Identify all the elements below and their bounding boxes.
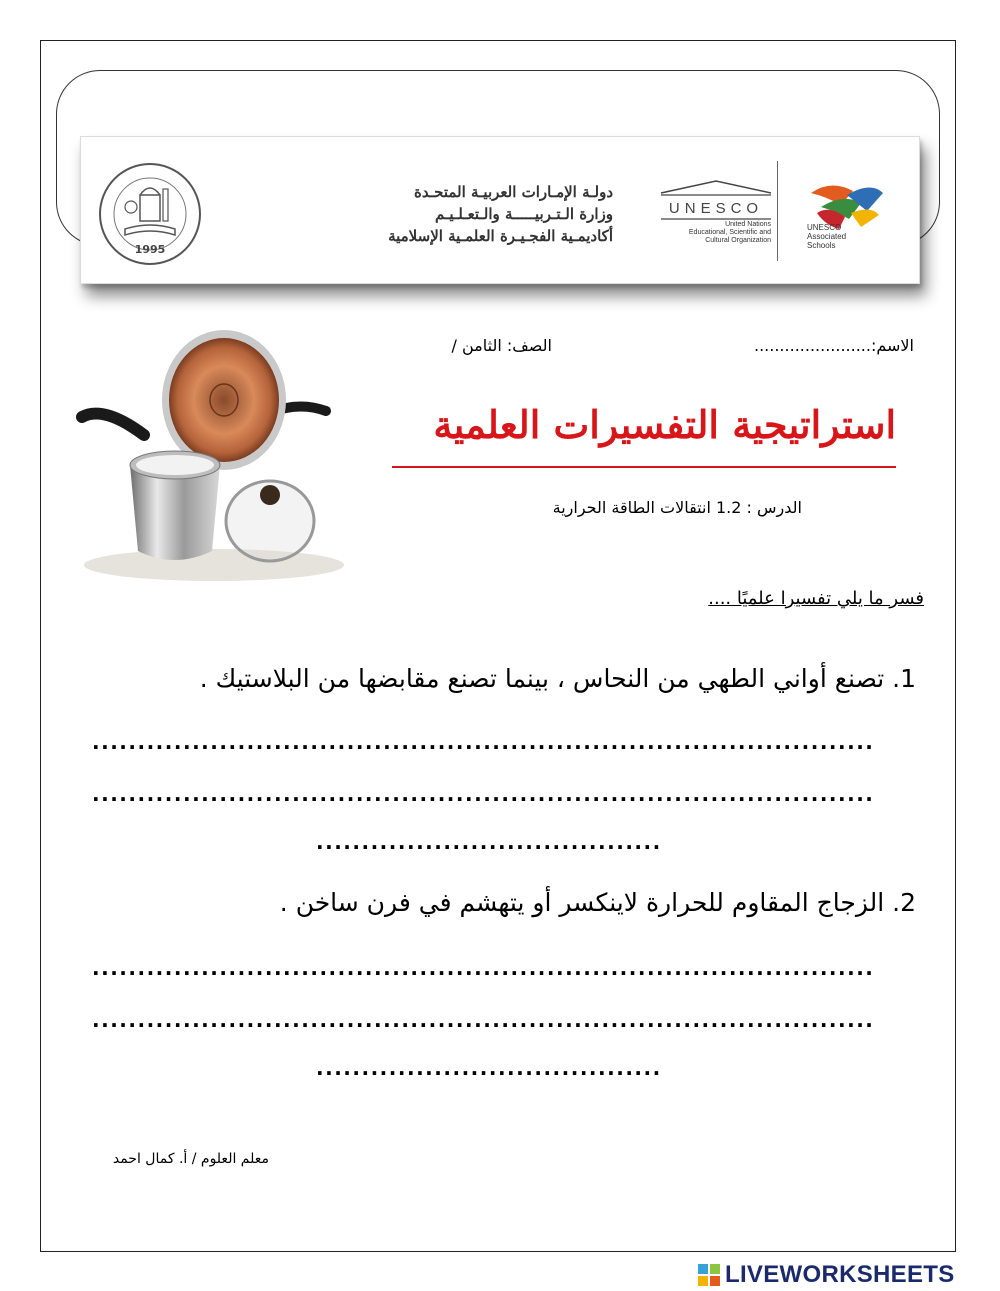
seal-year-text: 1995 xyxy=(134,243,166,256)
liveworksheets-wordmark: LIVEWORKSHEETS xyxy=(725,1261,955,1288)
unesco-org-line: United Nations xyxy=(725,221,771,228)
student-grade-label: الصف: الثامن / xyxy=(451,336,552,355)
liveworksheets-mark-icon xyxy=(697,1263,721,1287)
answer-line-1c[interactable]: ...................................... xyxy=(316,830,662,854)
student-name-field[interactable]: الاسم:....................... xyxy=(754,336,914,355)
lesson-label: الدرس : 1.2 انتقالات الطاقة الحرارية xyxy=(552,498,802,517)
liveworksheets-logo[interactable] xyxy=(697,1262,955,1288)
question-2: 2. الزجاج المقاوم للحرارة لاينكسر أو يتهشم في فرن ساخن . xyxy=(279,888,916,917)
cookware-image xyxy=(64,325,364,590)
unesco-org-line: Educational, Scientific and xyxy=(688,229,771,236)
unesco-org-line: Cultural Organization xyxy=(705,237,771,244)
ministry-text-block xyxy=(313,181,613,247)
asp-line: Associated xyxy=(807,232,847,241)
answer-line-2a[interactable]: ...................................................................................... xyxy=(92,956,875,980)
answer-line-2b[interactable]: ...................................................................................... xyxy=(92,1008,875,1032)
unesco-wordmark: UNESCO xyxy=(668,200,764,217)
header-banner xyxy=(80,136,920,284)
teacher-signature-text: معلم العلوم / أ. كمال احمد xyxy=(112,1151,269,1167)
ministry-line-academy: أكاديمـية الفجـيـرة العلمـية الإسلامية xyxy=(388,227,613,245)
answer-line-1a[interactable]: ...................................................................................... xyxy=(92,730,875,754)
logo-divider xyxy=(777,161,778,261)
answer-line-2c[interactable]: ...................................... xyxy=(316,1056,662,1080)
worksheet-title: استراتيجية التفسيرات العلمية xyxy=(433,402,896,447)
instruction-text: فسر ما يلي تفسيرا علميًا .... xyxy=(708,588,924,609)
ministry-line-country: دولـة الإمـارات العربيـة المتحـدة xyxy=(414,183,613,201)
unesco-asp-text xyxy=(807,223,846,250)
title-underline xyxy=(392,466,896,468)
asp-line: UNESCO xyxy=(807,223,842,232)
ministry-line-ministry: وزارة الـتـربيـــــة والـتعـلـيـم xyxy=(434,205,613,223)
answer-line-1b[interactable]: ...................................................................................... xyxy=(92,782,875,806)
unesco-org-text xyxy=(641,221,771,245)
academy-seal-logo xyxy=(95,159,205,269)
question-1: 1. تصنع أواني الطهي من النحاس ، بينما تصنع مقابضها من البلاستيك . xyxy=(199,664,916,693)
asp-line: Schools xyxy=(807,241,836,250)
